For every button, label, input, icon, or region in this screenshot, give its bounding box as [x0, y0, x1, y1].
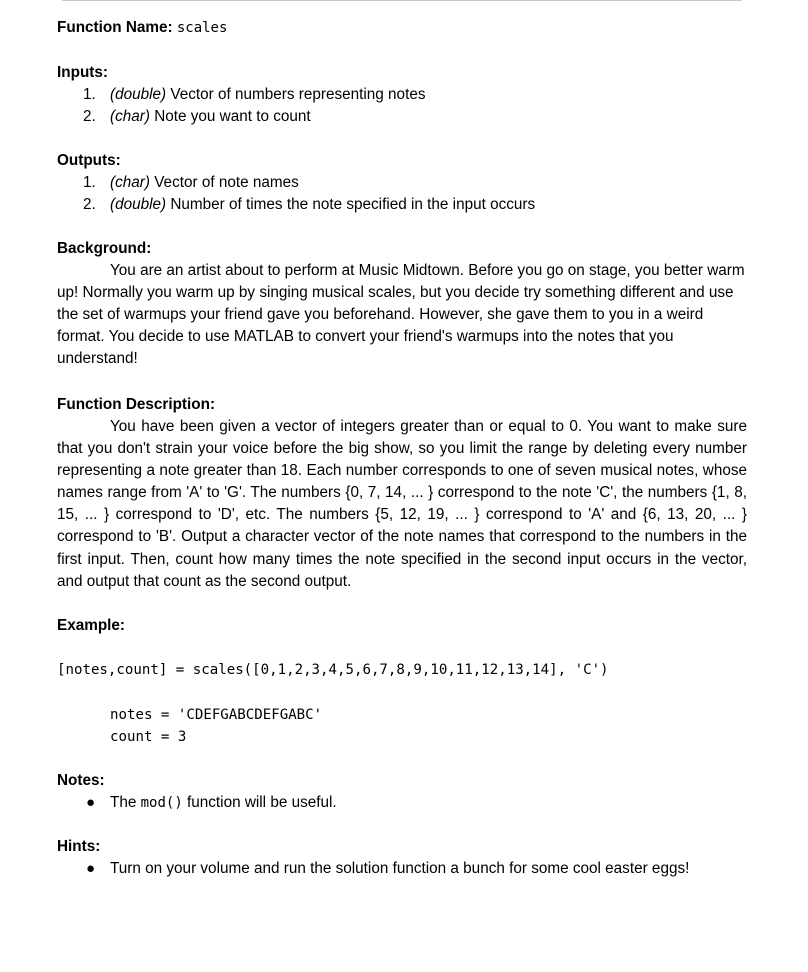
hints-item — [57, 858, 747, 880]
example-result-notes: notes = 'CDEFGABCDEFGABC' — [110, 707, 323, 723]
example-heading-wrap — [57, 615, 747, 637]
outputs-heading: Outputs: — [57, 152, 121, 169]
top-divider — [62, 0, 742, 1]
inputs-section — [57, 62, 747, 128]
inputs-item-2 — [57, 106, 747, 128]
list-number: 2. — [83, 196, 96, 213]
notes-code: mod() — [140, 795, 183, 811]
function-description-section — [57, 394, 747, 593]
list-number: 2. — [83, 108, 96, 125]
outputs-item-1 — [57, 172, 747, 194]
function-name-label: Function Name: — [57, 19, 173, 36]
background-paragraph: You are an artist about to perform at Music Midtown. Before you go on stage, you better warm up! Normally you warm up by singing musical scales, but you decide try something different and use the set of warmups your friend gave you beforehand. However, she gave them to you in a weird format. You decide to use MATLAB to convert your friend's warmups into the notes that you understand! — [57, 262, 745, 368]
inputs-item-1 — [57, 84, 747, 106]
bullet-icon: ● — [86, 860, 96, 877]
background-heading: Background: — [57, 240, 152, 257]
type-label: (char) — [110, 174, 150, 191]
hints-text: Turn on your volume and run the solution function a bunch for some cool easter eggs! — [110, 860, 690, 877]
notes-prefix: The — [110, 794, 141, 811]
function-description-paragraph: You have been given a vector of integers greater than or equal to 0. You want to make sure that you don't strain your voice before the big show, so you limit the range by deleting every number representing a note greater than 18. Each number corresponds to one of seven musical notes, whose names range from 'A' to 'G'. The numbers {0, 7, 14, ... } correspond to the note 'C', the numbers {1, 8, 15, ... } correspond to 'D', etc. The numbers {5, 12, 19, ... } correspond to 'A' and {6, 13, 20, ... } correspond to 'B'. Output a character vector of the note names that correspond to the numbers in the first input. Then, count how many times the note specified in the second input occurs in the vector, and output that count as the second output. — [57, 418, 747, 590]
type-label: (char) — [110, 108, 150, 125]
bullet-icon: ● — [86, 794, 96, 811]
type-label: (double) — [110, 196, 167, 213]
outputs-section — [57, 150, 747, 216]
type-label: (double) — [110, 86, 167, 103]
notes-section — [57, 770, 747, 814]
example-heading: Example: — [57, 617, 126, 634]
function-name-line — [57, 17, 747, 39]
function-description-heading: Function Description: — [57, 396, 216, 413]
hints-heading: Hints: — [57, 838, 101, 855]
list-number: 1. — [83, 174, 96, 191]
notes-suffix: function will be useful. — [182, 794, 337, 811]
notes-heading: Notes: — [57, 772, 105, 789]
inputs-heading: Inputs: — [57, 64, 108, 81]
item-text: Vector of note names — [149, 174, 299, 191]
hints-section — [57, 836, 747, 880]
item-text: Vector of numbers representing notes — [166, 86, 426, 103]
item-text: Note you want to count — [149, 108, 311, 125]
example-result-count: count = 3 — [110, 729, 187, 745]
function-name-value: scales — [176, 20, 228, 36]
list-number: 1. — [83, 86, 96, 103]
item-text: Number of times the note specified in the input occurs — [166, 196, 536, 213]
notes-item — [57, 792, 747, 814]
example-call: [notes,count] = scales([0,1,2,3,4,5,6,7,8,9,10,11,12,13,14], 'C') — [57, 662, 609, 678]
background-section — [57, 238, 747, 370]
outputs-item-2 — [57, 194, 747, 216]
